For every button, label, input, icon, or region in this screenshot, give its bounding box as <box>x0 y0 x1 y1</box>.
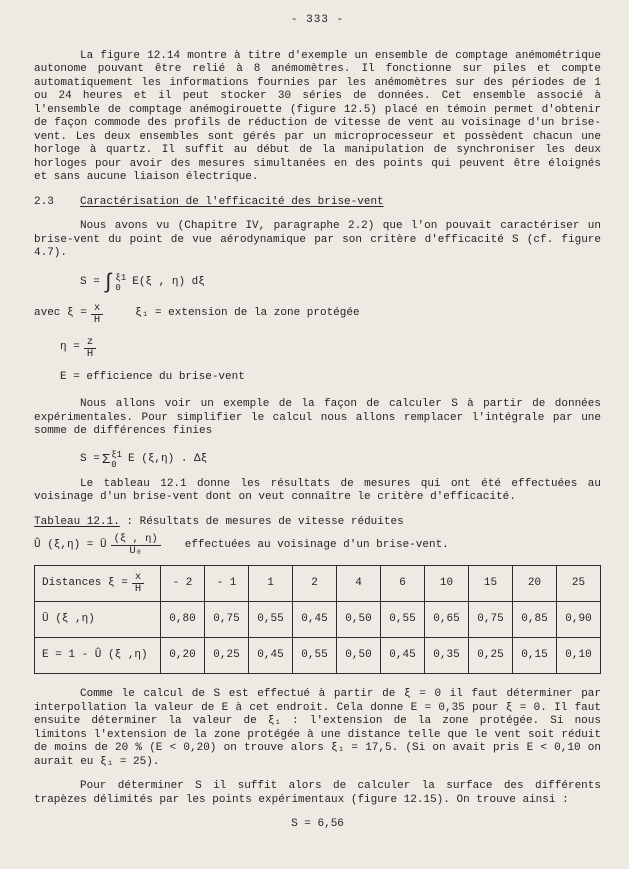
table-row-distances <box>35 566 601 602</box>
table-cell: 0,50 <box>337 638 381 674</box>
results-table <box>34 565 601 674</box>
table-cell: 0,55 <box>249 602 293 638</box>
uhat-suffix: effectuées au voisinage d'un brise-vent. <box>184 538 449 551</box>
table-cell: 0,65 <box>425 602 469 638</box>
u-ratio-fraction <box>111 534 161 557</box>
table-cell: 0,45 <box>381 638 425 674</box>
table-cell: 0,45 <box>293 602 337 638</box>
row-label-distances <box>35 566 161 602</box>
fraction-denominator: H <box>93 313 101 326</box>
uhat-lhs: Û (ξ,η) = Ū <box>34 538 107 551</box>
row-label-u: Ū (ξ ,η) <box>35 602 161 638</box>
formula-body: E (ξ,η) . Δξ <box>128 452 208 465</box>
formula-lhs: S = <box>80 276 100 289</box>
paragraph-example: Nous allons voir un exemple de la façon de calculer S à partir de données expérimentales. Pour simplifier le calcul nous allons remplacer l'intégrale par une somme de différences finies <box>34 398 601 437</box>
e-definition: E = efficience du brise-vent <box>60 370 245 383</box>
table-cell: 0,45 <box>249 638 293 674</box>
section-title: Caractérisation de l'efficacité des brise-vent <box>80 195 384 208</box>
avec-label: avec <box>34 307 61 320</box>
sum-bounds <box>111 450 122 470</box>
integral-operator <box>102 272 130 295</box>
integral-bounds <box>115 273 126 293</box>
table-cell: 0,55 <box>293 638 337 674</box>
definition-xi <box>34 303 601 326</box>
xi1-definition: ξ₁ = extension de la zone protégée <box>135 307 360 320</box>
sum-operator <box>102 450 126 470</box>
table-cell: 0,90 <box>557 602 601 638</box>
paragraph-interpolation: Comme le calcul de S est effectué à partir de ξ = 0 il faut déterminer par interpollation la valeur de E à cet endroit. Cela donne E = 0,35 pour ξ = 0. Il faut ensuite déterminer la valeur de ξ₁ : l'extension de la zone protégée. Si nous limitons l'extension de la zone protégée à une distance telle que le vent soit réduit de moins de 20 % (E < 0,20) on trouve alors ξ₁ = 17,5. (Si on avait pris E < 0,10 on aurait eu ξ₁ = 25). <box>34 688 601 768</box>
fraction-numerator: x <box>132 572 144 584</box>
fraction-numerator: x <box>91 303 103 315</box>
z-over-h-fraction <box>84 337 96 360</box>
integral-lower-bound: 0 <box>115 283 121 293</box>
table-cell: 4 <box>337 566 381 602</box>
xi-lhs: ξ = <box>67 307 87 320</box>
table-cell: - 1 <box>205 566 249 602</box>
table-cell: 0,75 <box>205 602 249 638</box>
table-cell: 0,50 <box>337 602 381 638</box>
paragraph-intro: La figure 12.14 montre à titre d'exemple un ensemble de comptage anémométrique autonome pouvant être relié à 8 anémomètres. Il fonctionne sur piles et compte automatiquement les informations fournies par les anémomètres sur des périodes de 1 ou 24 heures et il peut stocker 30 séries de données. Cet ensemble associé à l'ensemble de comptage anémogirouette (figure 12.5) placé en témoin permet d'obtenir de façon commode des profils de réduction de vitesse de vent au voisinage d'un brise-vent. Les deux ensembles sont gérés par un microprocesseur et possèdent chacun une horloge à quartz. Il suffit au début de la manipulation de synchroniser les deux horloges pour avoir des mesures simultanées en des points qui peuvent être éloignés et sans aucune liaison électrique. <box>34 49 601 183</box>
integral-sign-icon: ∫ <box>101 271 115 295</box>
x-over-h-fraction <box>132 572 144 595</box>
formula-body: E(ξ , η) dξ <box>132 276 205 289</box>
table-caption-label: Tableau 12.1. <box>34 515 120 528</box>
fraction-denominator: H <box>86 347 94 360</box>
table-cell: 15 <box>469 566 513 602</box>
section-number: 2.3 <box>34 195 54 208</box>
page-number: - 333 - <box>290 14 345 26</box>
distances-label: Distances ξ = <box>42 576 128 589</box>
table-cell: 0,35 <box>425 638 469 674</box>
table-cell: 2 <box>293 566 337 602</box>
table-cell: - 2 <box>161 566 205 602</box>
result-value: S = 6,56 <box>291 818 344 830</box>
table-row-e-values <box>35 638 601 674</box>
table-cell: 0,75 <box>469 602 513 638</box>
table-caption <box>34 516 601 530</box>
table-cell: 0,85 <box>513 602 557 638</box>
table-cell: 10 <box>425 566 469 602</box>
definition-efficiency <box>60 371 601 385</box>
x-over-h-fraction <box>91 303 103 326</box>
fraction-numerator: (ξ , η) <box>111 534 161 546</box>
table-cell: 0,55 <box>381 602 425 638</box>
fraction-denominator: H <box>134 583 142 595</box>
table-cell: 0,25 <box>205 638 249 674</box>
sum-lower-bound: 0 <box>111 459 117 470</box>
fraction-denominator: Ū₀ <box>129 545 142 557</box>
formula-lhs: S = <box>80 452 100 465</box>
table-cell: 0,80 <box>161 602 205 638</box>
reduced-velocity-formula <box>34 534 601 557</box>
paragraph-trapezoids: Pour déterminer S il suffit alors de calculer la surface des différents trapèzes délimités par les points expérimentaux (figure 12.15). On trouve ainsi : <box>34 780 601 806</box>
fraction-numerator: z <box>84 337 96 349</box>
formula-finite-sum <box>80 450 601 470</box>
paragraph-table-intro: Le tableau 12.1 donne les résultats de mesures qui ont été effectuées au voisinage d'un brise-vent dont on veut connaître le critère d'efficacité. <box>34 477 601 503</box>
definition-eta <box>60 337 601 360</box>
table-cell: 20 <box>513 566 557 602</box>
table-cell: 0,20 <box>161 638 205 674</box>
table-row-u-values <box>35 602 601 638</box>
table-cell: 0,15 <box>513 638 557 674</box>
table-caption-text: : Résultats de mesures de vitesse réduites <box>119 515 404 528</box>
sum-upper-bound: ξ1 <box>111 449 123 460</box>
eta-lhs: η = <box>60 341 80 354</box>
paragraph-criterion: Nous avons vu (Chapitre IV, paragraphe 2.2) que l'on pouvait caractériser un brise-vent du point de vue aérodynamique par son critère d'efficacité S (cf. figure 4.7). <box>34 220 601 259</box>
formula-efficiency-integral <box>80 272 601 295</box>
table-cell: 1 <box>249 566 293 602</box>
table-cell: 25 <box>557 566 601 602</box>
table-cell: 6 <box>381 566 425 602</box>
table-cell: 0,25 <box>469 638 513 674</box>
integral-upper-bound: ξ1 <box>115 273 127 283</box>
sigma-sign-icon: Σ <box>101 451 111 468</box>
row-label-e: E = 1 - Û (ξ ,η) <box>35 638 161 674</box>
section-heading <box>34 196 601 210</box>
table-cell: 0,10 <box>557 638 601 674</box>
